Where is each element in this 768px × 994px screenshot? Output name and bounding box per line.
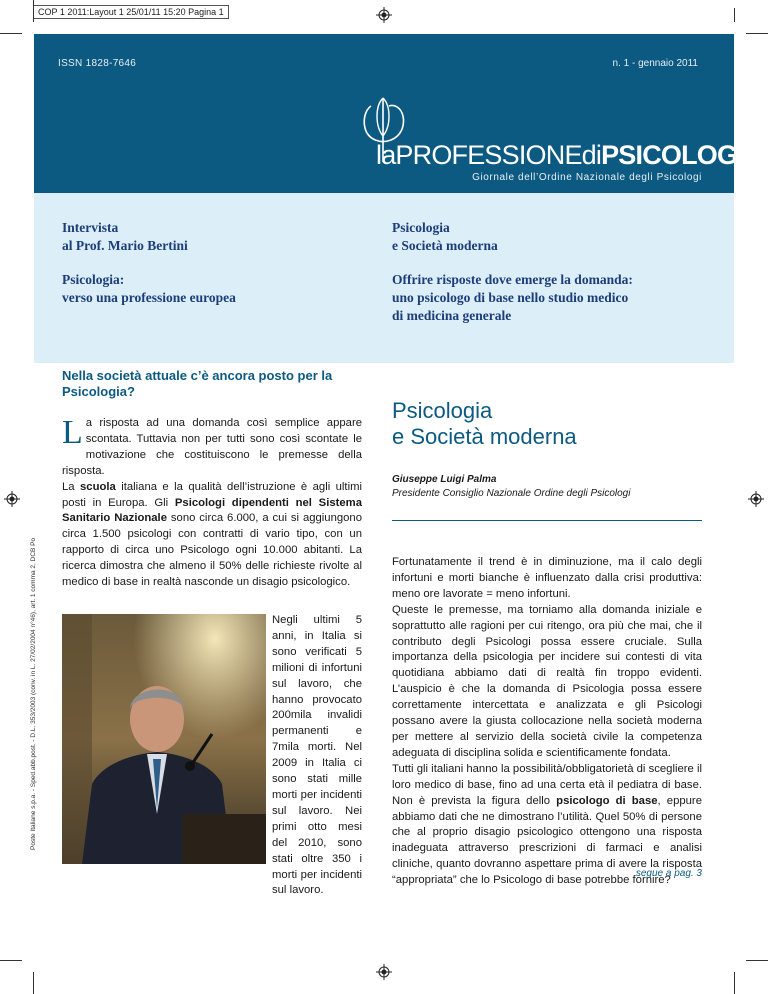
postal-notice-text: Poste Italiane s.p.a. - Sped.abb.post. - D.L. 353/2003 (conv. in L. 27/02/2004 n°46), art. 1 comma 2, DCB Po — [30, 537, 37, 850]
editorial-p2: sono circa 6.000, a cui si aggiungono circa 1.500 psicologi con contratti di vario tipo, con un rapporto di circa uno Psicologo ogni 10.000 abitanti. La ricerca dimostra che almeno il 50% delle richieste rivolte al medico di base in realtà nasconde un disagio psicologico. — [62, 512, 362, 589]
toc-line: uno psicologo di base nello studio medico — [392, 290, 629, 305]
article-p1: Fortunatamente il trend è in diminuzione, ma il calo degli infortuni e morti bianche è influenzato dalla crisi produttiva: meno ore lavorate = meno infortuni. — [392, 556, 702, 600]
masthead-subtitle: Giornale dell’Ordine Nazionale degli Psicologi — [472, 172, 702, 183]
article-title-line: e Società moderna — [392, 424, 577, 449]
toc-item-interview[interactable] — [62, 219, 362, 255]
editorial-emphasis: Psicologi dipendenti nel Sistema Sanitario Nazionale — [62, 496, 362, 525]
article-p2: Queste le premesse, ma torniamo alla domanda iniziale e soprattutto alle ragioni per cui ritengo, ora più che mai, che il contributo degli Psicologi possa essere cruciale. Sulla importanza della psicologia per incidere sui contesti di vita quotidiana abbiamo dati di realtà fin troppo evidenti. L’auspicio è che la domanda di Psicologia possa essere correttamente intercettata e analizzata e gli Psicologi possano avere la giusta collocazione nella società moderna per mettere al servizio della società civile la competenza adeguata di disciplina solida e scientificamente fondata. — [392, 603, 702, 759]
crop-mark — [0, 33, 22, 34]
print-slug: COP 1 2011:Layout 1 25/01/11 15:20 Pagina 1 — [33, 5, 229, 19]
registration-mark-icon — [748, 491, 764, 507]
author-role: Presidente Consiglio Nazionale Ordine degli Psicologi — [392, 488, 631, 499]
masthead-la: la — [376, 140, 396, 170]
author-byline — [392, 473, 630, 501]
article-p3-text: , eppure abbiamo dati che ne dimostrano l’utilità. Quel 50% di persone che al proprio disagio psicologico ottengono una risposta inadeguata attraverso prescrizioni di farmaci e analisi cliniche, quanto dovranno aspettare prima di avere la risposta “appropriata” che lo Psicologo di base potrebbe fornire? — [392, 794, 702, 887]
postal-notice — [30, 410, 40, 850]
article-emphasis: psicologo di base — [556, 794, 658, 807]
issn: ISSN 1828-7646 — [58, 58, 137, 69]
editorial-emphasis: scuola — [80, 480, 116, 493]
divider — [392, 520, 702, 521]
crop-mark — [746, 33, 768, 34]
toc-item-society[interactable] — [392, 219, 712, 255]
toc-line: Psicologia: — [62, 272, 125, 287]
author-name: Giuseppe Luigi Palma — [392, 474, 497, 485]
toc-line: e Società moderna — [392, 238, 498, 253]
toc-line: Intervista — [62, 220, 119, 235]
crop-mark — [0, 960, 22, 961]
drop-cap: L — [62, 414, 83, 451]
crop-mark — [33, 972, 34, 994]
crop-mark — [746, 960, 768, 961]
toc-line: al Prof. Mario Bertini — [62, 238, 188, 253]
editorial-narrow-column: Negli ultimi 5 anni, in Italia si sono verificati 5 milioni di infortuni sul lavoro, che hanno provocato 200mila invalidi permanenti e 7mila morti. Nel 2009 in Italia ci sono stati mille morti per incidenti sul lavoro. Nei primi otto mesi del 2010, sono stati oltre 350 i morti per incidenti sul lavoro. — [272, 614, 362, 897]
toc-line: Psicologia — [392, 220, 450, 235]
article-p3-text: Tutti gli italiani hanno la possibilità/obbligatorietà di scegliere il loro medico di base, fino ad una certa età il pediatra di base. Non è prevista la figura dello — [392, 762, 702, 807]
continued-link[interactable]: segue a pag. 3 — [635, 868, 702, 879]
editorial-p2: La — [62, 480, 80, 493]
toc-item-europe[interactable] — [62, 271, 362, 307]
registration-mark-icon — [376, 7, 392, 23]
toc-line: di medicina generale — [392, 308, 512, 323]
toc-item-basic-psychologist[interactable] — [392, 271, 722, 325]
issue-number: n. 1 - gennaio 2011 — [612, 58, 698, 69]
masthead-professione: PROFESSIONE — [395, 140, 582, 170]
editorial-heading: Nella società attuale c’è ancora posto per la Psicologia? — [62, 368, 333, 399]
article-title — [392, 398, 577, 450]
crop-mark — [734, 8, 735, 22]
editorial-body — [62, 416, 362, 591]
speaker-photo — [62, 614, 266, 864]
registration-mark-icon — [376, 964, 392, 980]
toc-line: verso una professione europea — [62, 290, 236, 305]
masthead-di: di — [581, 140, 602, 170]
registration-mark-icon — [4, 491, 20, 507]
article-title-line: Psicologia — [392, 398, 493, 423]
masthead-title — [376, 140, 757, 171]
masthead-psicologo: PSICOLOGO — [601, 140, 758, 170]
editorial-p2: italiana e la qualità dell’istruzione è agli ultimi posti in Europa. Gli — [62, 480, 362, 509]
crop-mark — [734, 972, 735, 994]
editorial-p1: a risposta ad una domanda così semplice appare scontata. Tuttavia non per tutti sono così scontate le motivazione che costituiscono le premesse della risposta. — [62, 417, 362, 477]
article-body — [392, 555, 702, 889]
toc-line: Offrire risposte dove emerge la domanda: — [392, 272, 633, 287]
crop-mark — [33, 0, 34, 22]
